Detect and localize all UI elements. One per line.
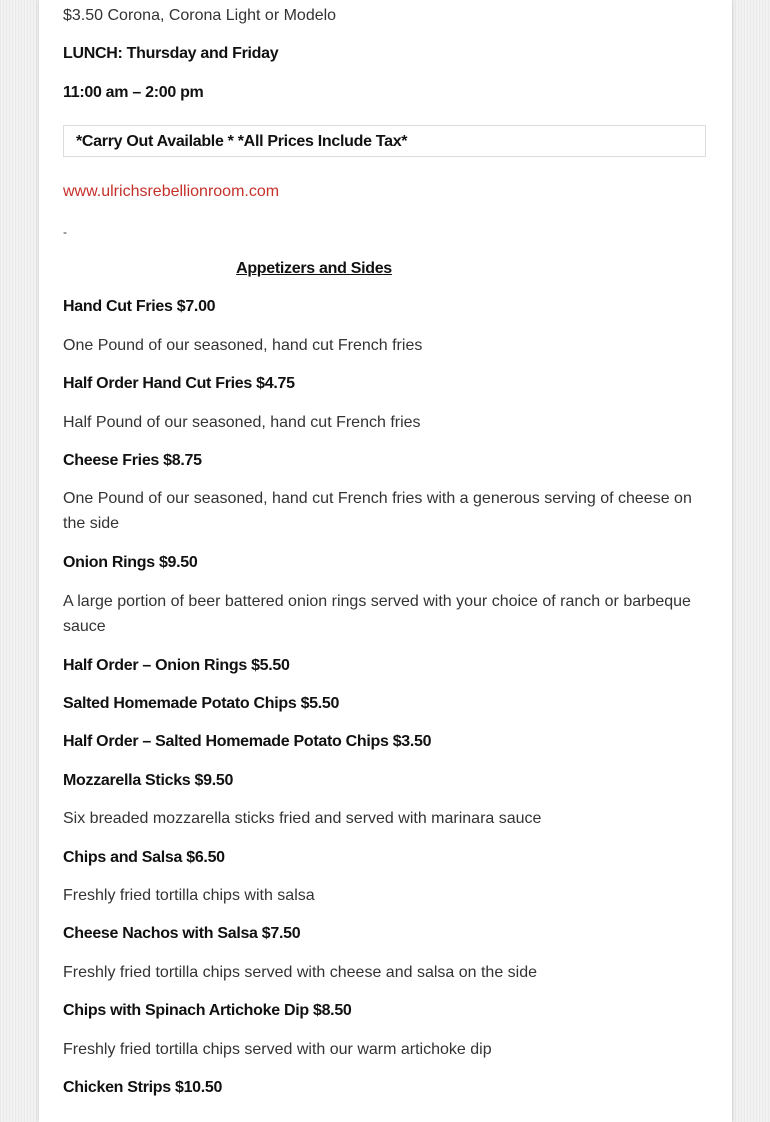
menu-item-name: Half Order – Salted Homemade Potato Chips $3.50	[63, 733, 432, 750]
carry-out-notice-text: *Carry Out Available * *All Prices Include Tax*	[76, 133, 408, 150]
website-link[interactable]: www.ulrichsrebellionroom.com	[63, 183, 280, 200]
menu-item-name: Chips and Salsa $6.50	[63, 849, 225, 866]
menu-item-name: Half Order Hand Cut Fries $4.75	[63, 375, 295, 392]
website-line	[63, 179, 708, 204]
menu-item-name: Chips with Spinach Artichoke Dip $8.50	[63, 1002, 352, 1019]
menu-item-name: Chicken Strips $10.50	[63, 1079, 223, 1096]
menu-page	[39, 0, 732, 1122]
menu-item-name: Onion Rings $9.50	[63, 554, 198, 571]
section-title-appetizers: Appetizers and Sides	[236, 260, 392, 277]
menu-item-description: Six breaded mozzarella sticks fried and served with marinara sauce	[63, 810, 542, 827]
menu-item-name: Mozzarella Sticks $9.50	[63, 772, 234, 789]
menu-item-description: Freshly fried tortilla chips served with cheese and salsa on the side	[63, 964, 538, 981]
menu-item-description: Freshly fried tortilla chips served with our warm artichoke dip	[63, 1041, 492, 1058]
lunch-hours-text: 11:00 am – 2:00 pm	[63, 84, 204, 101]
menu-item-description: One Pound of our seasoned, hand cut French fries	[63, 337, 423, 354]
menu-item-description: Half Pound of our seasoned, hand cut French fries	[63, 414, 421, 431]
menu-item-description: One Pound of our seasoned, hand cut French fries with a generous serving of cheese on the side	[63, 490, 692, 532]
menu-item-description: Freshly fried tortilla chips with salsa	[63, 887, 315, 904]
menu-item-name: Half Order – Onion Rings $5.50	[63, 657, 290, 674]
beer-special-text: $3.50 Corona, Corona Light or Modelo	[63, 7, 337, 24]
carry-out-notice-box	[63, 125, 706, 157]
menu-item-name: Salted Homemade Potato Chips $5.50	[63, 695, 340, 712]
separator-dash: -	[63, 225, 67, 239]
menu-item-name: Cheese Fries $8.75	[63, 452, 202, 469]
menu-item-name: Hand Cut Fries $7.00	[63, 298, 216, 315]
menu-item-description: A large portion of beer battered onion rings served with your choice of ranch or barbeque sauce	[63, 593, 691, 635]
menu-item-name: Cheese Nachos with Salsa $7.50	[63, 925, 301, 942]
lunch-days-text: LUNCH: Thursday and Friday	[63, 45, 279, 62]
